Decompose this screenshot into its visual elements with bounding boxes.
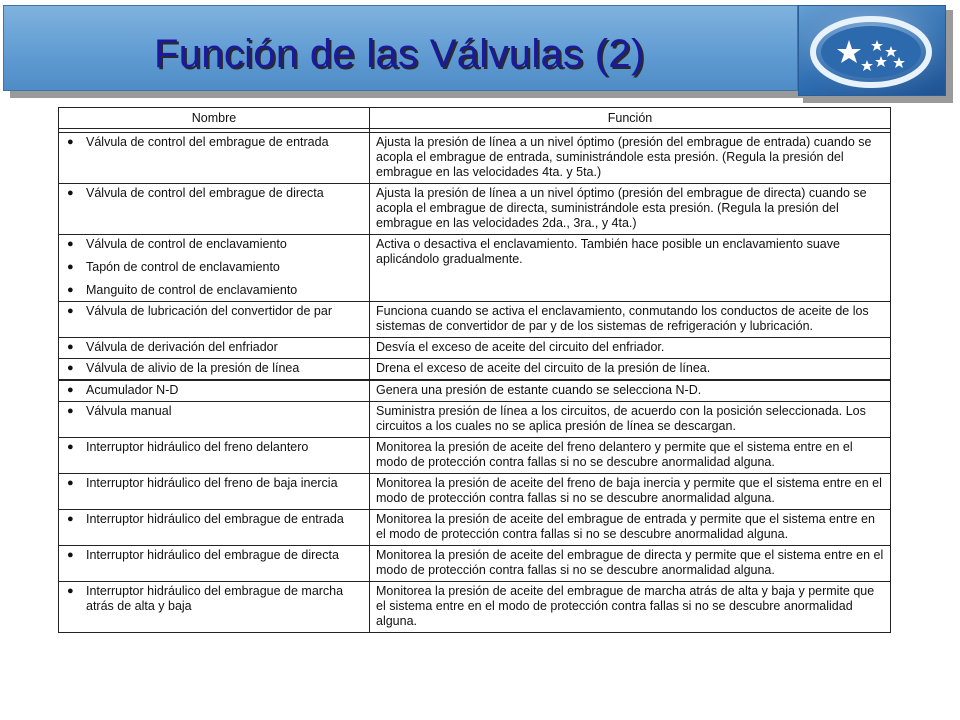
name-item: ● Manguito de control de enclavamiento xyxy=(67,283,298,297)
bullet-icon: ● xyxy=(67,261,74,273)
table-row xyxy=(59,133,891,184)
name-item: ● Válvula de lubricación del convertidor de par xyxy=(67,304,332,318)
name-cell xyxy=(59,133,370,184)
function-cell: Monitorea la presión de aceite del embrague de entrada y permite que el sistema entre en el modo de protección contra fallas si no se descubre anormalidad alguna. xyxy=(370,510,891,546)
title-bar xyxy=(3,5,798,91)
table-row xyxy=(59,474,891,510)
table-row xyxy=(59,338,891,359)
name-item: ● Válvula de control del embrague de entrada xyxy=(67,135,329,149)
name-item: ● Tapón de control de enclavamiento xyxy=(67,260,280,274)
name-cell xyxy=(59,582,370,633)
valve-function-table xyxy=(58,107,891,633)
name-cell xyxy=(59,438,370,474)
function-cell: Suministra presión de línea a los circuitos, de acuerdo con la posición seleccionada. Los circuitos a los cuales no se aplica presión de línea se descargan. xyxy=(370,402,891,438)
bullet-icon: ● xyxy=(67,513,74,525)
bullet-icon: ● xyxy=(67,187,74,199)
name-item: ● Interruptor hidráulico del freno de baja inercia xyxy=(67,476,338,490)
header-function: Función xyxy=(370,108,891,129)
name-item: ● Válvula de derivación del enfriador xyxy=(67,340,278,354)
function-cell: Monitorea la presión de aceite del freno de baja inercia y permite que el sistema entre en el modo de protección contra fallas si no se descubre anormalidad alguna. xyxy=(370,474,891,510)
function-cell: Funciona cuando se activa el enclavamiento, conmutando los conductos de aceite de los sistemas de convertidor de par y de los sistemas de refrigeración y lubricación. xyxy=(370,302,891,338)
name-cell xyxy=(59,235,370,302)
name-cell xyxy=(59,302,370,338)
name-cell xyxy=(59,510,370,546)
function-cell: Drena el exceso de aceite del circuito de la presión de línea. xyxy=(370,359,891,381)
slide-title: Función de las Válvulas (2) xyxy=(154,32,645,76)
function-cell: Genera una presión de estante cuando se selecciona N-D. xyxy=(370,380,891,402)
name-item: ● Válvula de control de enclavamiento xyxy=(67,237,287,251)
name-cell xyxy=(59,474,370,510)
table-row xyxy=(59,380,891,402)
table-row xyxy=(59,184,891,235)
table-row xyxy=(59,402,891,438)
name-cell xyxy=(59,184,370,235)
table-header-row xyxy=(59,108,891,129)
name-item: ● Interruptor hidráulico del embrague de marcha atrás de alta y baja xyxy=(67,584,344,613)
name-cell xyxy=(59,380,370,402)
bullet-icon: ● xyxy=(67,362,74,374)
function-cell: Ajusta la presión de línea a un nivel óptimo (presión del embrague de entrada) cuando se acopla el embrague de entrada, suministrándole esta presión. (Regula la presión del embrague en las velocidades 4ta. y 5ta.) xyxy=(370,133,891,184)
bullet-icon: ● xyxy=(67,136,74,148)
bullet-icon: ● xyxy=(67,238,74,250)
bullet-icon: ● xyxy=(67,341,74,353)
name-cell xyxy=(59,359,370,381)
name-cell xyxy=(59,402,370,438)
function-cell: Monitorea la presión de aceite del embrague de marcha atrás de alta y baja y permite que el sistema entre en el modo de protección contra fallas si no se descubre anormalidad alguna. xyxy=(370,582,891,633)
bullet-icon: ● xyxy=(67,405,74,417)
bullet-icon: ● xyxy=(67,441,74,453)
function-cell: Desvía el exceso de aceite del circuito del enfriador. xyxy=(370,338,891,359)
name-item: ● Válvula de alivio de la presión de línea xyxy=(67,361,300,375)
name-item: ● Interruptor hidráulico del embrague de directa xyxy=(67,548,339,562)
bullet-icon: ● xyxy=(67,284,74,296)
name-item: ● Válvula manual xyxy=(67,404,172,418)
table-row xyxy=(59,546,891,582)
table-row xyxy=(59,510,891,546)
brand-logo xyxy=(798,5,946,96)
table-row xyxy=(59,359,891,381)
name-item: ● Acumulador N-D xyxy=(67,383,179,397)
bullet-icon: ● xyxy=(67,384,74,396)
function-cell: Monitorea la presión de aceite del freno delantero y permite que el sistema entre en el modo de protección contra fallas si no se descubre anormalidad alguna. xyxy=(370,438,891,474)
name-item: ● Interruptor hidráulico del embrague de entrada xyxy=(67,512,344,526)
bullet-icon: ● xyxy=(67,477,74,489)
table-row xyxy=(59,302,891,338)
bullet-icon: ● xyxy=(67,585,74,597)
table-row xyxy=(59,235,891,302)
name-cell xyxy=(59,546,370,582)
function-cell: Ajusta la presión de línea a un nivel óptimo (presión del embrague de directa) cuando se acopla el embrague de directa, suministrándole esta presión. (Regula la presión del embrague en las velocidades 2da., 3ra., y 4ta.) xyxy=(370,184,891,235)
function-cell: Monitorea la presión de aceite del embrague de directa y permite que el sistema entre en el modo de protección contra fallas si no se descubre anormalidad alguna. xyxy=(370,546,891,582)
table-row xyxy=(59,582,891,633)
function-cell: Activa o desactiva el enclavamiento. También hace posible un enclavamiento suave aplicándolo gradualmente. xyxy=(370,235,891,302)
star-cluster-logo-icon xyxy=(799,6,946,96)
bullet-icon: ● xyxy=(67,305,74,317)
valve-function-table-wrapper xyxy=(58,107,890,633)
header-name: Nombre xyxy=(59,108,370,129)
name-item: ● Válvula de control del embrague de directa xyxy=(67,186,324,200)
name-item: ● Interruptor hidráulico del freno delantero xyxy=(67,440,309,454)
table-row xyxy=(59,438,891,474)
bullet-icon: ● xyxy=(67,549,74,561)
name-cell xyxy=(59,338,370,359)
